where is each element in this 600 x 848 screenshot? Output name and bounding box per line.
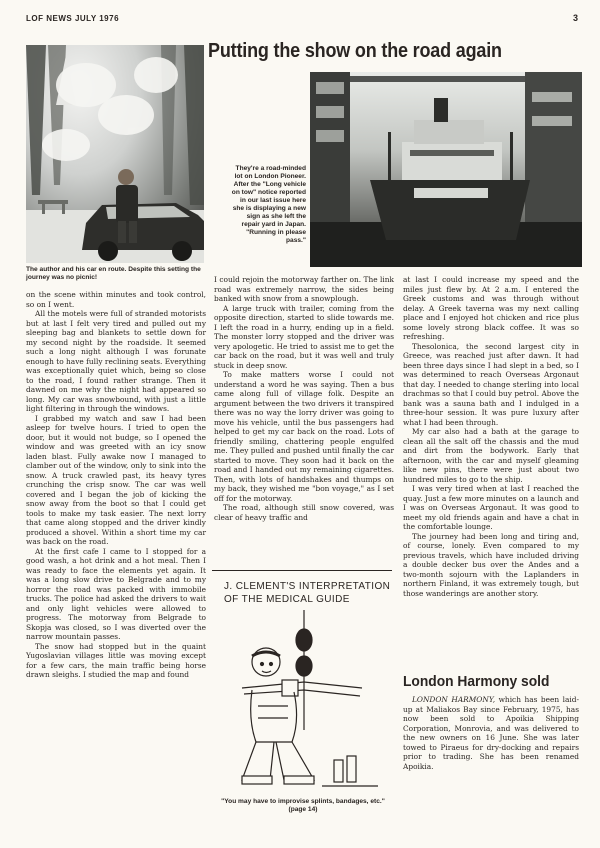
paragraph: At the first cafe I came to I stopped for a good wash, a hot drink and a hot meal. Then I was ready to face the elements yet again. It was a long slow drive to Belgrade and to my horror the road was packed with immobile trucks. The police had asked the drivers to wait and only light vehicles were allowed to progress. The motorway from Belgrade to Skopja was closed, so I was diverted over the narrow mountain passes. [26,546,206,641]
photo-caption-left: The author and his car en route. Despite this setting the journey was no picnic! [26,266,201,281]
article-column-3 [403,275,579,598]
paragraph: on the scene within minutes and took control, so on I went. [26,290,206,309]
paragraph: at last I could increase my speed and the miles just flew by. At 2 a.m. I entered the Greek customs and was through without delay. A Greek taverna was my next calling place and I enjoyed hot chicken and rice plus some lovely strong black coffee. It was so refreshing. [403,275,579,341]
paragraph: I was very tired when at last I reached the quay. Just a few more minutes on a launch and I was on Overseas Argonaut. It was good to meet my old friends again and have a chat in the comfortable lounge. [403,484,579,531]
sidebar-story-body [403,695,579,771]
paragraph: A large truck with trailer, coming from the opposite direction, started to slide towards me. I left the road in a hurry, ending up in a field. The monster lorry stopped and the driver was very apologetic. He tried to assist me to get the car back on the road, but it was well and truly stuck in deep snow. [214,303,394,370]
medical-cartoon-illustration [222,610,382,800]
article-column-2 [214,275,394,522]
sidebar-lead: LONDON HARMONY, [412,695,496,704]
photo-caption-right: They're a road-minded lot on London Pioneer. After the "Long vehicle on tow" notice reported in our last issue here she is displaying a new sign as she left the repair yard in Japan. "Running in please pass." [231,165,306,244]
paragraph: Thesolonica, the second largest city in Greece, was reached just after dawn. It had been three days since I had slept in a bed, so I was determined to reach Overseas Argonaut that day. I needed to change sterling into local drachmas so that I could buy petrol. Above the bank was a sauna bath and I indulged in a three-hour session. It was pure luxury after what I had been through. [403,341,579,427]
paragraph: The snow had stopped but in the quaint Yugoslavian villages little was moving except for a few cars, the main traffic being horse drawn sleighs. I studied the map and found [26,641,206,679]
sidebar-body-text: which has been laid-up at Maliakos Bay since February, 1975, has now been sold to Apoikia Shipping Corporation, Monrovia, and was delivered to the new owners on 16 June. She was later towed to Piraeus for dry-docking and repairs prior to trading. She has been renamed Apoikia. [403,695,580,771]
paragraph: The journey had been long and tiring and, of course, lonely. Even compared to my previous travels, which have included driving a double decker bus over the Andes and a two-month sojourn with the Laplanders in northern Finland, it was extremely tough, but those wanderings are another story. [403,531,579,598]
article-column-1 [26,290,206,680]
paragraph: To make matters worse I could not understand a word he was saying. Then a bus came along full of village folk. Despite an argument between the two drivers it transpired there was no way the lorry driver was going to move his vehicle, until the bus passengers had helped to get my car back on the road. Lots of friendly smiling, chattering people engulfed me. They pulled and pushed until finally the car started to move. They soon had it back on the road and I handed out my remaining cigarettes. Then, with lots of handshakes and thumps on my back, they wished me "bon voyage," as I set off for the motorway. [214,370,394,503]
running-head: LOF NEWS JULY 1976 [26,14,120,23]
snow-car-photo [26,45,204,263]
ship-photo [310,72,582,267]
article-headline: Putting the show on the road again [208,40,502,62]
paragraph: All the motels were full of stranded motorists but at last I felt very tired and pulled out my sleeping bag and blankets to settle down for my second night by the roadside. It seemed such a long night although I was forunate enough to have fully reclining seats. Everything was exceptionally quiet which, being so close to the road, I found rather strange. Then it dawned on me why the night had appeared so long. My car was snowbound, with just a little light filtering in through the windows. [26,309,206,413]
paragraph: I could rejoin the motorway farther on. The link road was extremely narrow, the sides being banked with snow from a snowplough. [214,275,394,303]
paragraph: I grabbed my watch and saw I had been asleep for twelve hours. I tried to open the door, but it would not budge, so I opened the window and was greeted with an icy snow laden blast. Fully awake now I managed to clamber out of the window, only to sink into the snow. A truck crawled past, its heavy tyres crunching the crisp snow. The car was well covered and I began the job of kicking the snow away from the boot so that I could get tools to make my task easier. The next lorry that came along stopped and the driver kindly produced a shovel. Within a short time my car was back on the road. [26,413,206,546]
paragraph: The road, although still snow covered, was clear of heavy traffic and [214,503,394,522]
cartoon-caption: "You may have to improvise splints, bandages, etc." (page 14) [221,798,385,813]
sidebar-headline: London Harmony sold [403,673,550,690]
cartoon-title-line-1: J. CLEMENT'S INTERPRETATION [224,581,391,592]
paragraph: My car also had a bath at the garage to clean all the salt off the chassis and the mud and dirt from the bodywork. Early that afternoon, with the car and myself gleaming like new pins, there were just about two hundred miles to go to the ship. [403,427,579,484]
cartoon-title [224,580,394,606]
sidebar-paragraph [403,695,579,771]
cartoon-title-line-2: OF THE MEDICAL GUIDE [224,594,350,605]
page-number: 3 [572,13,578,23]
